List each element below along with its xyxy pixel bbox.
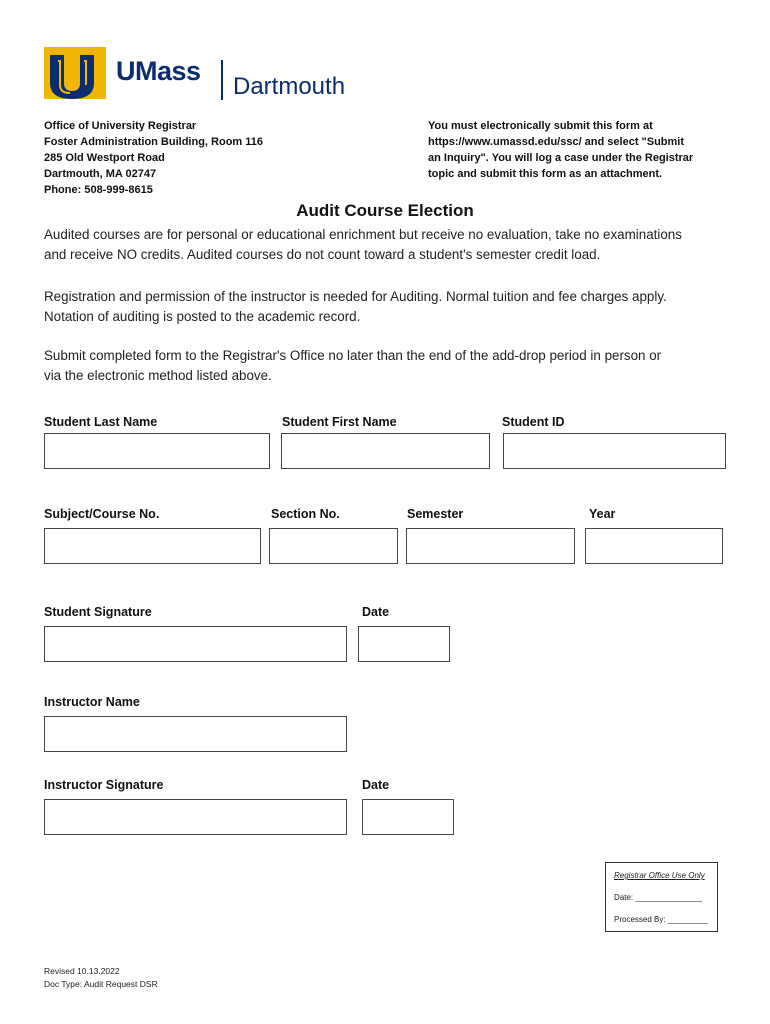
submission-notice xyxy=(428,118,728,182)
semester-field[interactable] xyxy=(406,528,575,564)
year-field[interactable] xyxy=(585,528,723,564)
registrar-address xyxy=(44,118,263,198)
paragraph-line: Audited courses are for personal or educational enrichment but receive no evaluation, take no examinations xyxy=(44,227,682,242)
registrar-processed-line: Processed By: _________ xyxy=(614,915,708,924)
logo-campus: Dartmouth xyxy=(233,73,346,100)
student-id-field[interactable] xyxy=(503,433,726,469)
notice-line: topic and submit this form as an attachment. xyxy=(428,168,663,180)
notice-line: https://www.umassd.edu/ssc/ and select "Submit xyxy=(428,136,685,148)
registrar-use-title: Registrar Office Use Only xyxy=(614,871,705,880)
registrar-date-line: Date: _______________ xyxy=(614,893,703,902)
paragraph-line: Notation of auditing is posted to the academic record. xyxy=(44,309,361,324)
revised-date: Revised 10.13.2022 xyxy=(44,966,120,976)
instructor-date-field[interactable] xyxy=(362,799,454,835)
logo-divider xyxy=(221,60,223,100)
label-instructor-name: Instructor Name xyxy=(44,695,140,709)
label-last-name: Student Last Name xyxy=(44,415,158,429)
instructor-signature-field[interactable] xyxy=(44,799,347,835)
address-line: Foster Administration Building, Room 116 xyxy=(44,136,264,148)
address-line: Phone: 508-999-8615 xyxy=(44,184,153,196)
notice-line: an Inquiry". You will log a case under the Registrar xyxy=(428,152,694,164)
first-name-field[interactable] xyxy=(281,433,490,469)
student-signature-field[interactable] xyxy=(44,626,347,662)
paragraph-line: via the electronic method listed above. xyxy=(44,368,272,383)
label-instructor-signature: Instructor Signature xyxy=(44,778,164,792)
label-instructor-date: Date xyxy=(362,778,390,792)
label-student-id: Student ID xyxy=(502,415,565,429)
paragraph-registration-info xyxy=(44,287,734,327)
label-semester: Semester xyxy=(407,507,464,521)
address-line: 285 Old Westport Road xyxy=(44,152,165,164)
address-line: Dartmouth, MA 02747 xyxy=(44,168,157,180)
section-field[interactable] xyxy=(269,528,398,564)
doc-type: Doc Type: Audit Request DSR xyxy=(44,979,158,989)
form-title: Audit Course Election xyxy=(296,201,474,220)
paragraph-line: Submit completed form to the Registrar's Office no later than the end of the add-drop period in person or xyxy=(44,348,662,363)
label-student-signature: Student Signature xyxy=(44,605,152,619)
label-first-name: Student First Name xyxy=(282,415,397,429)
paragraph-line: Registration and permission of the instructor is needed for Auditing. Normal tuition and fee charges apply. xyxy=(44,289,667,304)
label-section: Section No. xyxy=(271,507,340,521)
label-student-date: Date xyxy=(362,605,390,619)
address-line: Office of University Registrar xyxy=(44,120,197,132)
student-date-field[interactable] xyxy=(358,626,450,662)
logo-brand: UMass xyxy=(116,56,201,86)
umass-logo-mark xyxy=(44,47,106,99)
paragraph-submission-info xyxy=(44,346,734,386)
label-year: Year xyxy=(589,507,616,521)
paragraph-audit-info xyxy=(44,225,734,265)
last-name-field[interactable] xyxy=(44,433,270,469)
instructor-name-field[interactable] xyxy=(44,716,347,752)
notice-line: You must electronically submit this form at xyxy=(428,120,653,132)
paragraph-line: and receive NO credits. Audited courses do not count toward a student's semester credit load. xyxy=(44,247,601,262)
subject-course-field[interactable] xyxy=(44,528,261,564)
label-subject-course: Subject/Course No. xyxy=(44,507,160,521)
